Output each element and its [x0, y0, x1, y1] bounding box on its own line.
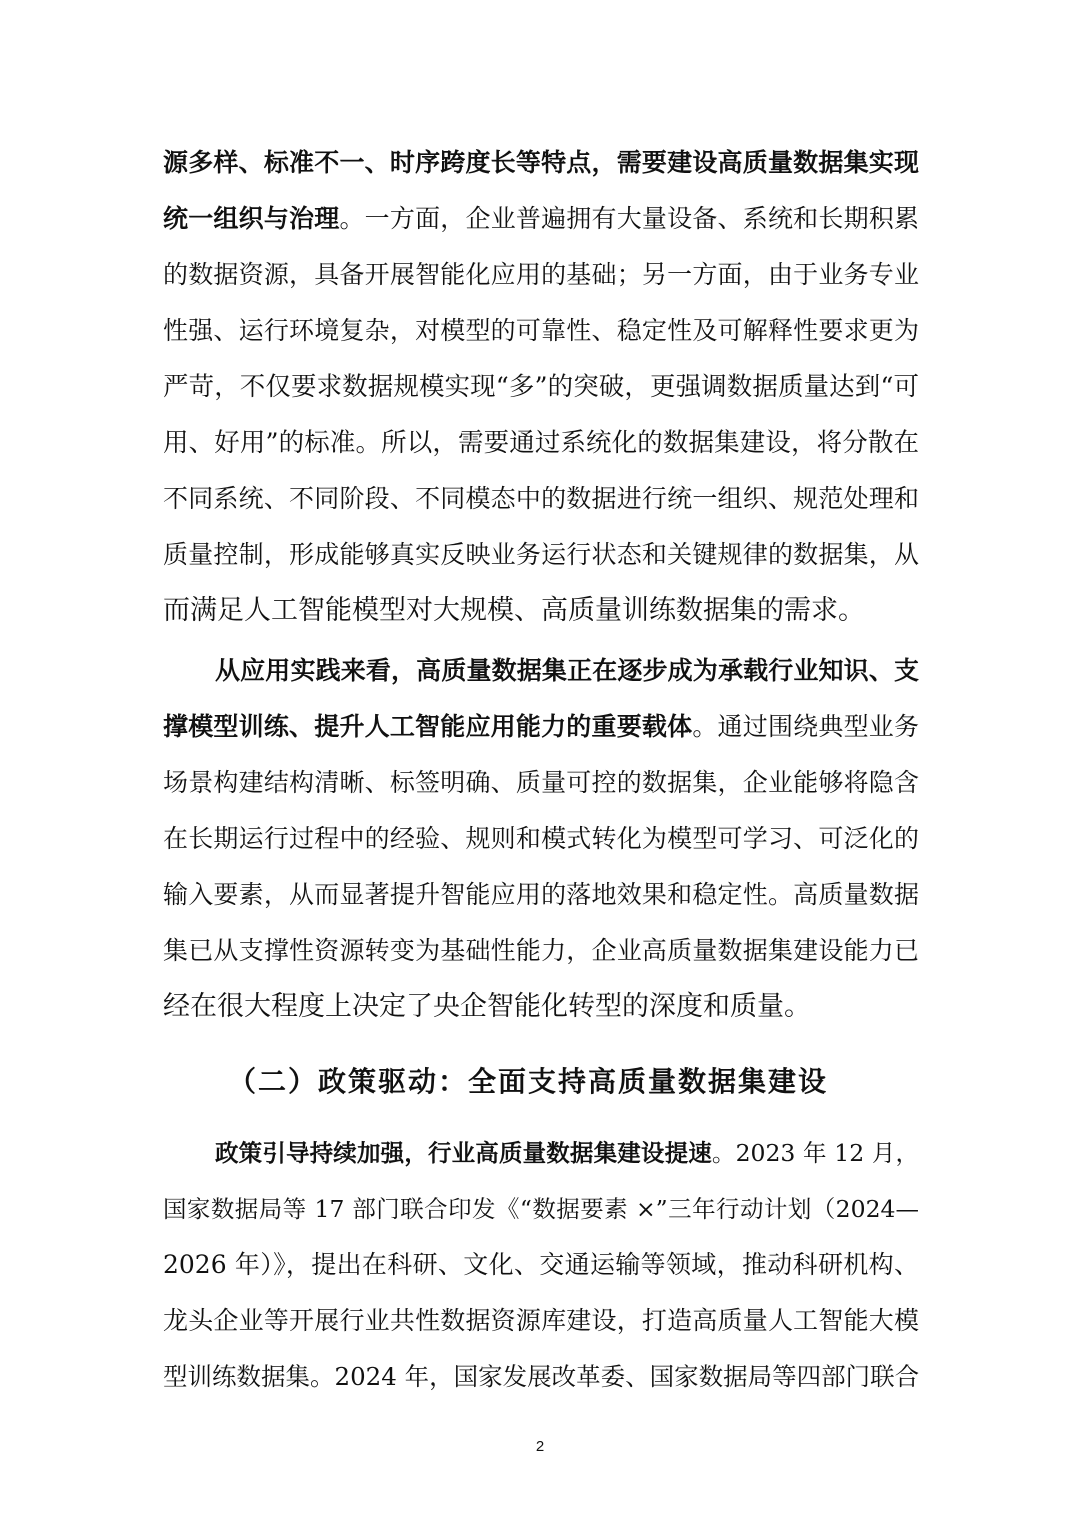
- page-number: 2: [535, 1438, 545, 1455]
- p3-line-2: 国家数据局等 17 部门联合印发《“数据要素 ×”三年行动计划（2024—: [163, 1195, 919, 1223]
- p1-line-2-rest: 。一方面，企业普遍拥有大量设备、系统和长期积累: [339, 204, 919, 233]
- p3-line-3: 2026 年）》，提出在科研、文化、交通运输等领域，推动科研机构、: [163, 1250, 919, 1279]
- p1-line-2: [163, 199, 919, 239]
- p1-line-1-bold: 源多样、标准不一、时序跨度长等特点，需要建设高质量数据集实现: [163, 148, 919, 177]
- p3-line-1-rest: 。2023 年 12 月，: [711, 1139, 919, 1167]
- p2-line-6: 集已从支撑性资源转变为基础性能力，企业高质量数据集建设能力已: [163, 936, 919, 965]
- p2-line-7: 经在很大程度上决定了央企智能化转型的深度和质量。: [163, 991, 811, 1022]
- p3-line-1-bold: 政策引导持续加强，行业高质量数据集建设提速: [215, 1139, 712, 1167]
- p2-line-5: 输入要素，从而显著提升智能应用的落地效果和稳定性。高质量数据: [163, 880, 919, 909]
- p2-line-2-rest: 。通过围绕典型业务: [692, 712, 919, 741]
- p2-line-2: [163, 707, 919, 747]
- p1-line-4: 性强、运行环境复杂，对模型的可靠性、稳定性及可解释性要求更为: [163, 316, 919, 345]
- p3-line-4: 龙头企业等开展行业共性数据资源库建设，打造高质量人工智能大模: [163, 1306, 919, 1335]
- p2-line-1-bold: 从应用实践来看，高质量数据集正在逐步成为承载行业知识、支: [215, 656, 919, 685]
- p1-line-6: 用、好用”的标准。所以，需要通过系统化的数据集建设，将分散在: [163, 428, 919, 458]
- p2-line-4: 在长期运行过程中的经验、规则和模式转化为模型可学习、可泛化的: [163, 824, 919, 853]
- p1-line-5: 严苛，不仅要求数据规模实现“多”的突破，更强调数据质量达到“可: [163, 372, 919, 402]
- p3-line-5: 型训练数据集。2024 年，国家发展改革委、国家数据局等四部门联合: [163, 1362, 920, 1391]
- p1-line-7: 不同系统、不同阶段、不同模态中的数据进行统一组织、规范处理和: [163, 484, 919, 513]
- p2-line-1: [215, 651, 919, 691]
- p1-line-2-bold: 统一组织与治理: [163, 204, 340, 233]
- p2-line-3: 场景构建结构清晰、标签明确、质量可控的数据集，企业能够将隐含: [163, 768, 919, 797]
- p2-line-2-bold: 撑模型训练、提升人工智能应用能力的重要载体: [163, 712, 693, 741]
- p3-line-1: [215, 1133, 919, 1173]
- p1-line-1: [163, 143, 919, 183]
- p1-line-8: 质量控制，形成能够真实反映业务运行状态和关键规律的数据集，从: [163, 540, 919, 569]
- p1-line-9: 而满足人工智能模型对大规模、高质量训练数据集的需求。: [163, 595, 865, 626]
- section-heading: （二）政策驱动：全面支持高质量数据集建设: [228, 1065, 829, 1098]
- p1-line-3: 的数据资源，具备开展智能化应用的基础；另一方面，由于业务专业: [163, 260, 919, 289]
